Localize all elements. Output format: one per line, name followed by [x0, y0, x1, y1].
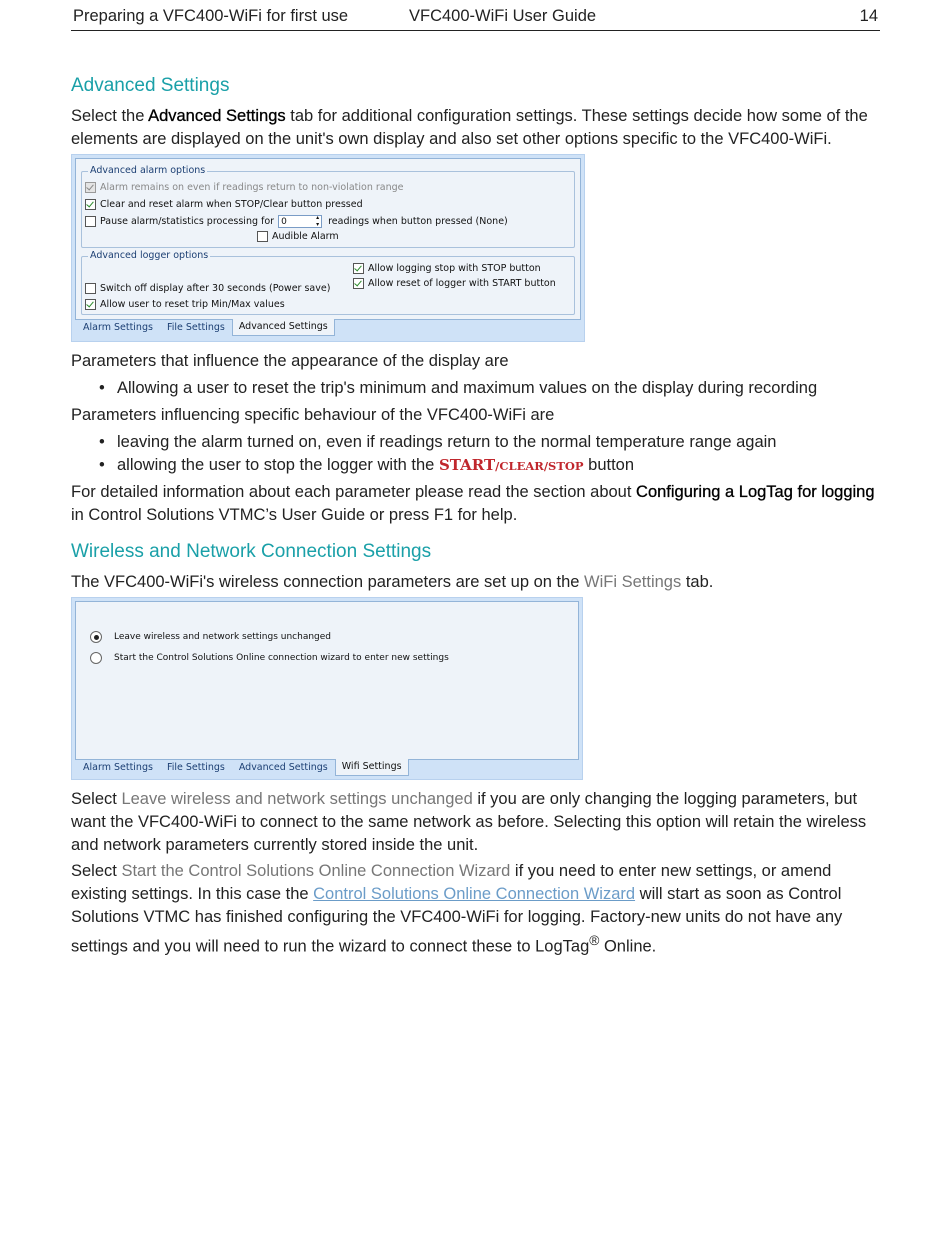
advanced-settings-intro — [71, 105, 880, 151]
bullet-text: allowing the user to stop the logger with the — [117, 456, 439, 474]
wireless-intro — [71, 571, 880, 594]
tab-file-settings[interactable]: File Settings — [166, 322, 225, 333]
allow-reset-option[interactable] — [353, 278, 556, 289]
leave-settings-radio[interactable] — [90, 631, 102, 643]
pause-readings-suffix: readings when button pressed (None) — [328, 216, 508, 227]
leave-settings-ref: Leave wireless and network settings unchanged — [121, 790, 473, 808]
behaviour-params-list — [71, 431, 880, 478]
para-text-end: Online. — [599, 937, 657, 956]
clear-word: CLEAR — [499, 459, 544, 473]
start-clear-stop-button-label — [439, 456, 584, 474]
pause-processing-checkbox[interactable] — [85, 216, 96, 227]
intro-text-rest: tab for additional configuration settings. These settings decide how some of the elements are displayed on the unit's own display and also set other options specific to the VFC400-WiFi. — [71, 107, 868, 148]
registered-mark: ® — [589, 933, 600, 948]
logger-group-title: Advanced logger options — [90, 250, 209, 261]
configuring-logtag-ref: Configuring a LogTag for logging — [636, 483, 875, 501]
header-guide-title: VFC400-WiFi User Guide — [409, 7, 597, 25]
clear-reset-option[interactable] — [85, 199, 363, 210]
leave-settings-label: Leave wireless and network settings unchanged — [114, 632, 332, 642]
display-params-intro: Parameters that influence the appearance of the display are — [71, 352, 509, 370]
intro-text: Select the — [71, 107, 149, 125]
allow-stop-label: Allow logging stop with STOP button — [368, 263, 541, 274]
pause-processing-option[interactable] — [85, 215, 508, 228]
switch-off-display-checkbox[interactable] — [85, 283, 96, 294]
tab-alarm-settings[interactable]: Alarm Settings — [83, 762, 153, 773]
settings-tabs — [76, 319, 335, 336]
allow-minmax-reset-option[interactable] — [85, 299, 285, 310]
list-item: • Allowing a user to reset the trip's minimum and maximum values on the display during recording — [71, 377, 880, 400]
start-wizard-radio[interactable] — [90, 652, 102, 664]
allow-reset-label: Allow reset of logger with START button — [368, 278, 556, 289]
detail-info-paragraph — [71, 481, 880, 527]
wireless-intro-end: tab. — [681, 573, 714, 591]
tab-alarm-settings[interactable]: Alarm Settings — [83, 322, 153, 333]
tab-wifi-settings[interactable]: Wifi Settings — [335, 759, 409, 776]
para-text-rest: if you are only changing the logging parameters, but want the VFC400-WiFi to connect to the same network as before. Selecting this option will retain the wireless and network parameters currently stored inside the unit. — [71, 790, 867, 854]
wifi-settings-panel — [75, 601, 579, 760]
detail-text: For detailed information about each parameter please read the section about — [71, 483, 637, 501]
pause-processing-label: Pause alarm/statistics processing for — [100, 216, 275, 227]
detail-text-rest: in Control Solutions VTMC’s User Guide or press F1 for help. — [71, 506, 518, 524]
advanced-alarm-options-group — [81, 165, 575, 248]
tab-file-settings[interactable]: File Settings — [166, 762, 225, 773]
start-word: START — [438, 456, 496, 474]
settings-tabs — [76, 759, 409, 776]
audible-alarm-checkbox[interactable] — [257, 231, 268, 242]
bullet-text-end: button — [583, 456, 635, 474]
allow-minmax-reset-checkbox[interactable] — [85, 299, 96, 310]
section-title-advanced-settings: Advanced Settings — [71, 75, 230, 96]
allow-stop-option[interactable] — [353, 263, 541, 274]
clear-reset-checkbox[interactable] — [85, 199, 96, 210]
para-text: Select — [71, 862, 122, 880]
connection-wizard-link[interactable]: Control Solutions Online Connection Wizard — [313, 885, 636, 903]
list-item — [71, 454, 880, 478]
para-text-mid: if you need to enter new settings, or amend existing settings. In this case the — [71, 862, 832, 903]
advanced-settings-panel — [75, 158, 581, 320]
separator: / — [543, 459, 549, 473]
stop-word: STOP — [548, 459, 584, 473]
switch-off-display-label: Switch off display after 30 seconds (Power save) — [100, 283, 331, 294]
audible-alarm-option[interactable] — [257, 231, 339, 242]
advanced-logger-options-group — [81, 250, 575, 315]
advanced-settings-screenshot — [71, 154, 585, 342]
header-chapter: Preparing a VFC400-WiFi for first use — [73, 7, 349, 25]
display-params-list — [71, 377, 880, 400]
wifi-settings-ref: WiFi Settings — [584, 573, 682, 591]
alarm-remains-label: Alarm remains on even if readings return to non-violation range — [100, 182, 404, 193]
list-item: • leaving the alarm turned on, even if readings return to the normal temperature range again — [71, 431, 880, 454]
allow-stop-checkbox[interactable] — [353, 263, 364, 274]
leave-settings-paragraph — [71, 788, 880, 857]
allow-minmax-reset-label: Allow user to reset trip Min/Max values — [100, 299, 285, 310]
section-title-wireless: Wireless and Network Connection Settings — [71, 541, 432, 562]
start-wizard-label: Start the Control Solutions Online connection wizard to enter new settings — [114, 653, 449, 663]
wifi-settings-screenshot — [71, 597, 583, 780]
switch-off-display-option[interactable] — [85, 283, 330, 294]
alarm-group-title: Advanced alarm options — [90, 165, 206, 176]
behaviour-params-intro: Parameters influencing specific behaviour of the VFC400-WiFi are — [71, 406, 555, 424]
allow-reset-checkbox[interactable] — [353, 278, 364, 289]
alarm-remains-checkbox[interactable] — [85, 182, 96, 193]
pause-readings-stepper[interactable]: 0 ▴ ▾ — [278, 215, 322, 228]
page-header — [71, 6, 880, 31]
tab-advanced-settings[interactable]: Advanced Settings — [238, 762, 328, 773]
tab-advanced-settings[interactable]: Advanced Settings — [232, 319, 335, 336]
start-wizard-option[interactable] — [90, 652, 449, 664]
para-text-post: will start as soon as Control Solutions VTMC has finished configuring the VFC400-WiFi for logging. Factory-new units do not have any settings and you will need to run the wizard to connect these to LogTag — [71, 885, 843, 956]
alarm-remains-option[interactable] — [85, 182, 404, 193]
advanced-settings-ref: Advanced Settings — [148, 107, 286, 125]
header-page-number: 14 — [859, 7, 878, 25]
audible-alarm-label: Audible Alarm — [272, 231, 339, 242]
start-wizard-paragraph — [71, 860, 880, 959]
separator: / — [495, 459, 500, 473]
start-wizard-ref: Start the Control Solutions Online Connection Wizard — [121, 862, 511, 880]
leave-settings-option[interactable] — [90, 631, 331, 643]
para-text: Select — [71, 790, 122, 808]
clear-reset-label: Clear and reset alarm when STOP/Clear button pressed — [100, 199, 363, 210]
wireless-intro-text: The VFC400-WiFi's wireless connection parameters are set up on the — [71, 573, 585, 591]
